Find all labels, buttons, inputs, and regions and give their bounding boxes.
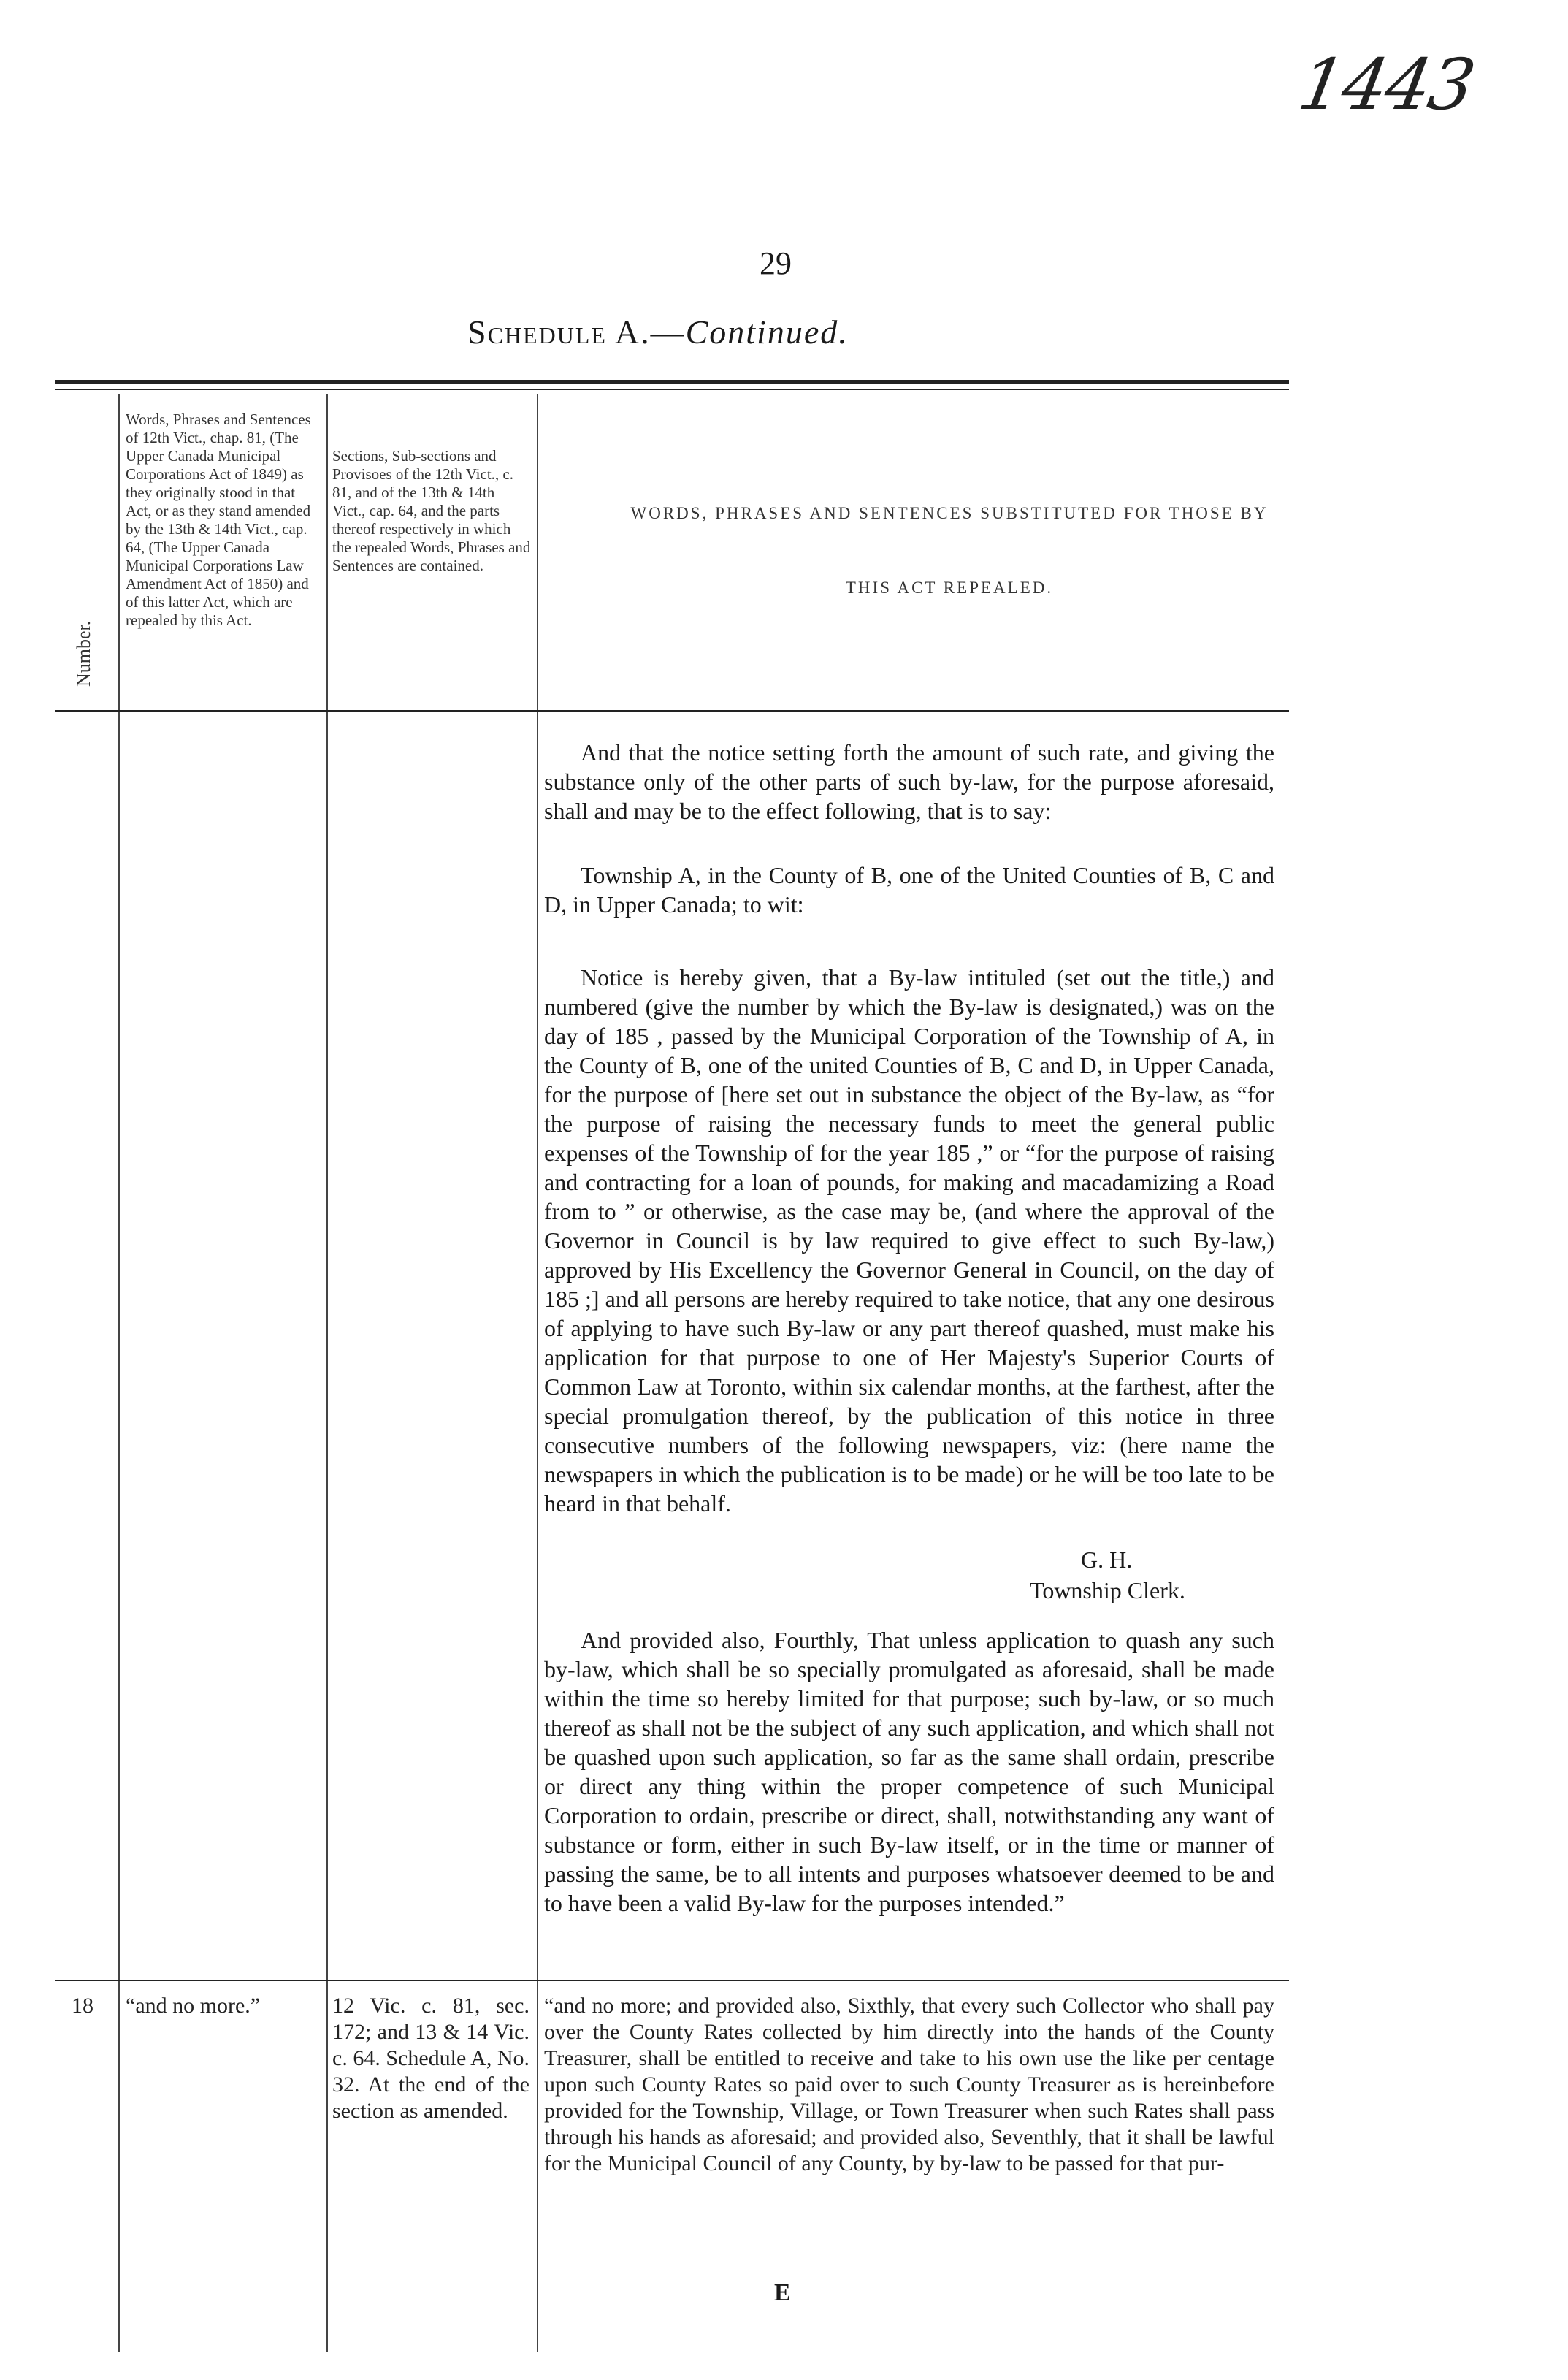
schedule-title [467, 313, 849, 351]
row-18-words: “and no more.” [126, 1994, 261, 2018]
row-18-rule [55, 1980, 1289, 1981]
schedule-title-suffix: Continued. [685, 313, 849, 351]
signature-title: Township Clerk. [1030, 1577, 1185, 1603]
notice-block [544, 963, 1274, 1518]
column-divider-1 [118, 394, 120, 2352]
signature-initials: G. H. [1081, 1546, 1133, 1573]
schedule-title-prefix: Schedule [467, 313, 607, 351]
header-words-repealed: Words, Phrases and Sentences of 12th Vict., chap. 81, (The Upper Canada Municipal Corporations Act of 1849) as they originally stood in that Act, or as they stand amended by the 13th & 14th Vict., cap. 64, (The Upper Canada Municipal Corporations Law Amendment Act of 1850) and of this latter Act, which are repealed by this Act. [126, 411, 311, 629]
header-substituted-line1: WORDS, PHRASES AND SENTENCES SUBSTITUTED FOR THOSE BY [630, 504, 1269, 522]
paragraph-notice-intro: And that the notice setting forth the amount of such rate, and giving the substance only of the other parts of such by-law, for the purpose aforesaid, shall and may be to the effect following, that is to say: [544, 739, 1274, 824]
header-substituted-line2: THIS ACT REPEALED. [845, 579, 1054, 597]
page-number: 29 [760, 245, 792, 281]
township-block [544, 861, 1274, 919]
proviso-block [544, 1625, 1274, 1918]
header-sections: Sections, Sub-sections and Provisoes of the 12th Vict., c. 81, and of the 13th & 14th Vict., cap. 64, and the parts thereof respectively in which the repealed Words, Phrases and Sentences are contained. [332, 447, 531, 574]
row-18-substituted: “and no more; and provided also, Sixthly, that every such Collector who shall pay over the County Rates collected by him directly into the hands of the County Treasurer, shall be entitled to receive and take to his own use the like per centage upon such County Rates so paid over to such County Treasurer as is hereinbefore provided for the Township, Village, or Town Treasurer when such Rates shall pass through his hands as aforesaid; and provided also, Seventhly, that it shall be lawful for the Municipal Council of any County, by by-law to be passed for that pur- [544, 1994, 1274, 2175]
printer-signature-mark: E [774, 2279, 791, 2306]
column-divider-2 [326, 394, 328, 2352]
row-18-sections: 12 Vic. c. 81, sec. 172; and 13 & 14 Vic. c. 64. Schedule A, No. 32. At the end of the section as amended. [332, 1994, 529, 2123]
top-rule-thick [55, 380, 1289, 384]
top-rule-thin [55, 389, 1289, 390]
row-18-number: 18 [72, 1994, 93, 2018]
header-bottom-rule [55, 710, 1289, 712]
column-divider-3 [537, 394, 538, 2352]
paragraph-notice-text: Notice is hereby given, that a By-law intituled (set out the title,) and numbered (give the number by which the By-law is designated,) was on the day of 185 , passed by the Municipal Corporation of the Township of A, in the County of B, one of the united Counties of B, C and D, in Upper Canada, for the purpose of [here set out in substance the object of the By-law, as “for the purpose of raising the necessary funds to meet the general public expenses of the Township of for the year 185 ,” or “for the purpose of raising and contracting for a loan of pounds, for making and macadamizing a Road from to ” or otherwise, as the case may be, (and where the approval of the Governor in Council is by law required to give effect to such By-law,) approved by His Excellency the Governor General in Council, on the day of 185 ;] and all persons are hereby required to take notice, that any one desirous of applying to have such By-law or any part thereof quashed, must make his application for that purpose to one of Her Majesty's Superior Courts of Common Law at Toronto, within six calendar months, at the farthest, after the special promulgation thereof, by the publication of this notice in three consecutive numbers of the following newspapers, viz: (here name the newspapers in which the publication is to be made) or he will be too late to be heard in that behalf. [544, 964, 1274, 1517]
header-number: Number. [73, 620, 94, 687]
handwritten-folio-number: 1443 [1293, 44, 1480, 126]
schedule-title-letter: A.— [614, 313, 686, 351]
body-continued-text [544, 738, 1274, 825]
paragraph-township: Township A, in the County of B, one of the United Counties of B, C and D, in Upper Canada; to wit: [544, 862, 1274, 918]
paragraph-proviso-fourthly: And provided also, Fourthly, That unless application to quash any such by-law, which shall be so specially promulgated as aforesaid, shall be made within the time so hereby limited for that purpose; such by-law, or so much thereof as shall not be the subject of any such application, and which shall not be quashed upon such application, so far as the same shall ordain, prescribe or direct any thing within the proper competence of such Municipal Corporation to ordain, prescribe or direct, shall, notwithstanding any want of substance or form, either in such By-law itself, or in the time or manner of passing the same, be to all intents and purposes whatsoever deemed to be and to have been a valid By-law for the purposes intended.” [544, 1627, 1274, 1916]
